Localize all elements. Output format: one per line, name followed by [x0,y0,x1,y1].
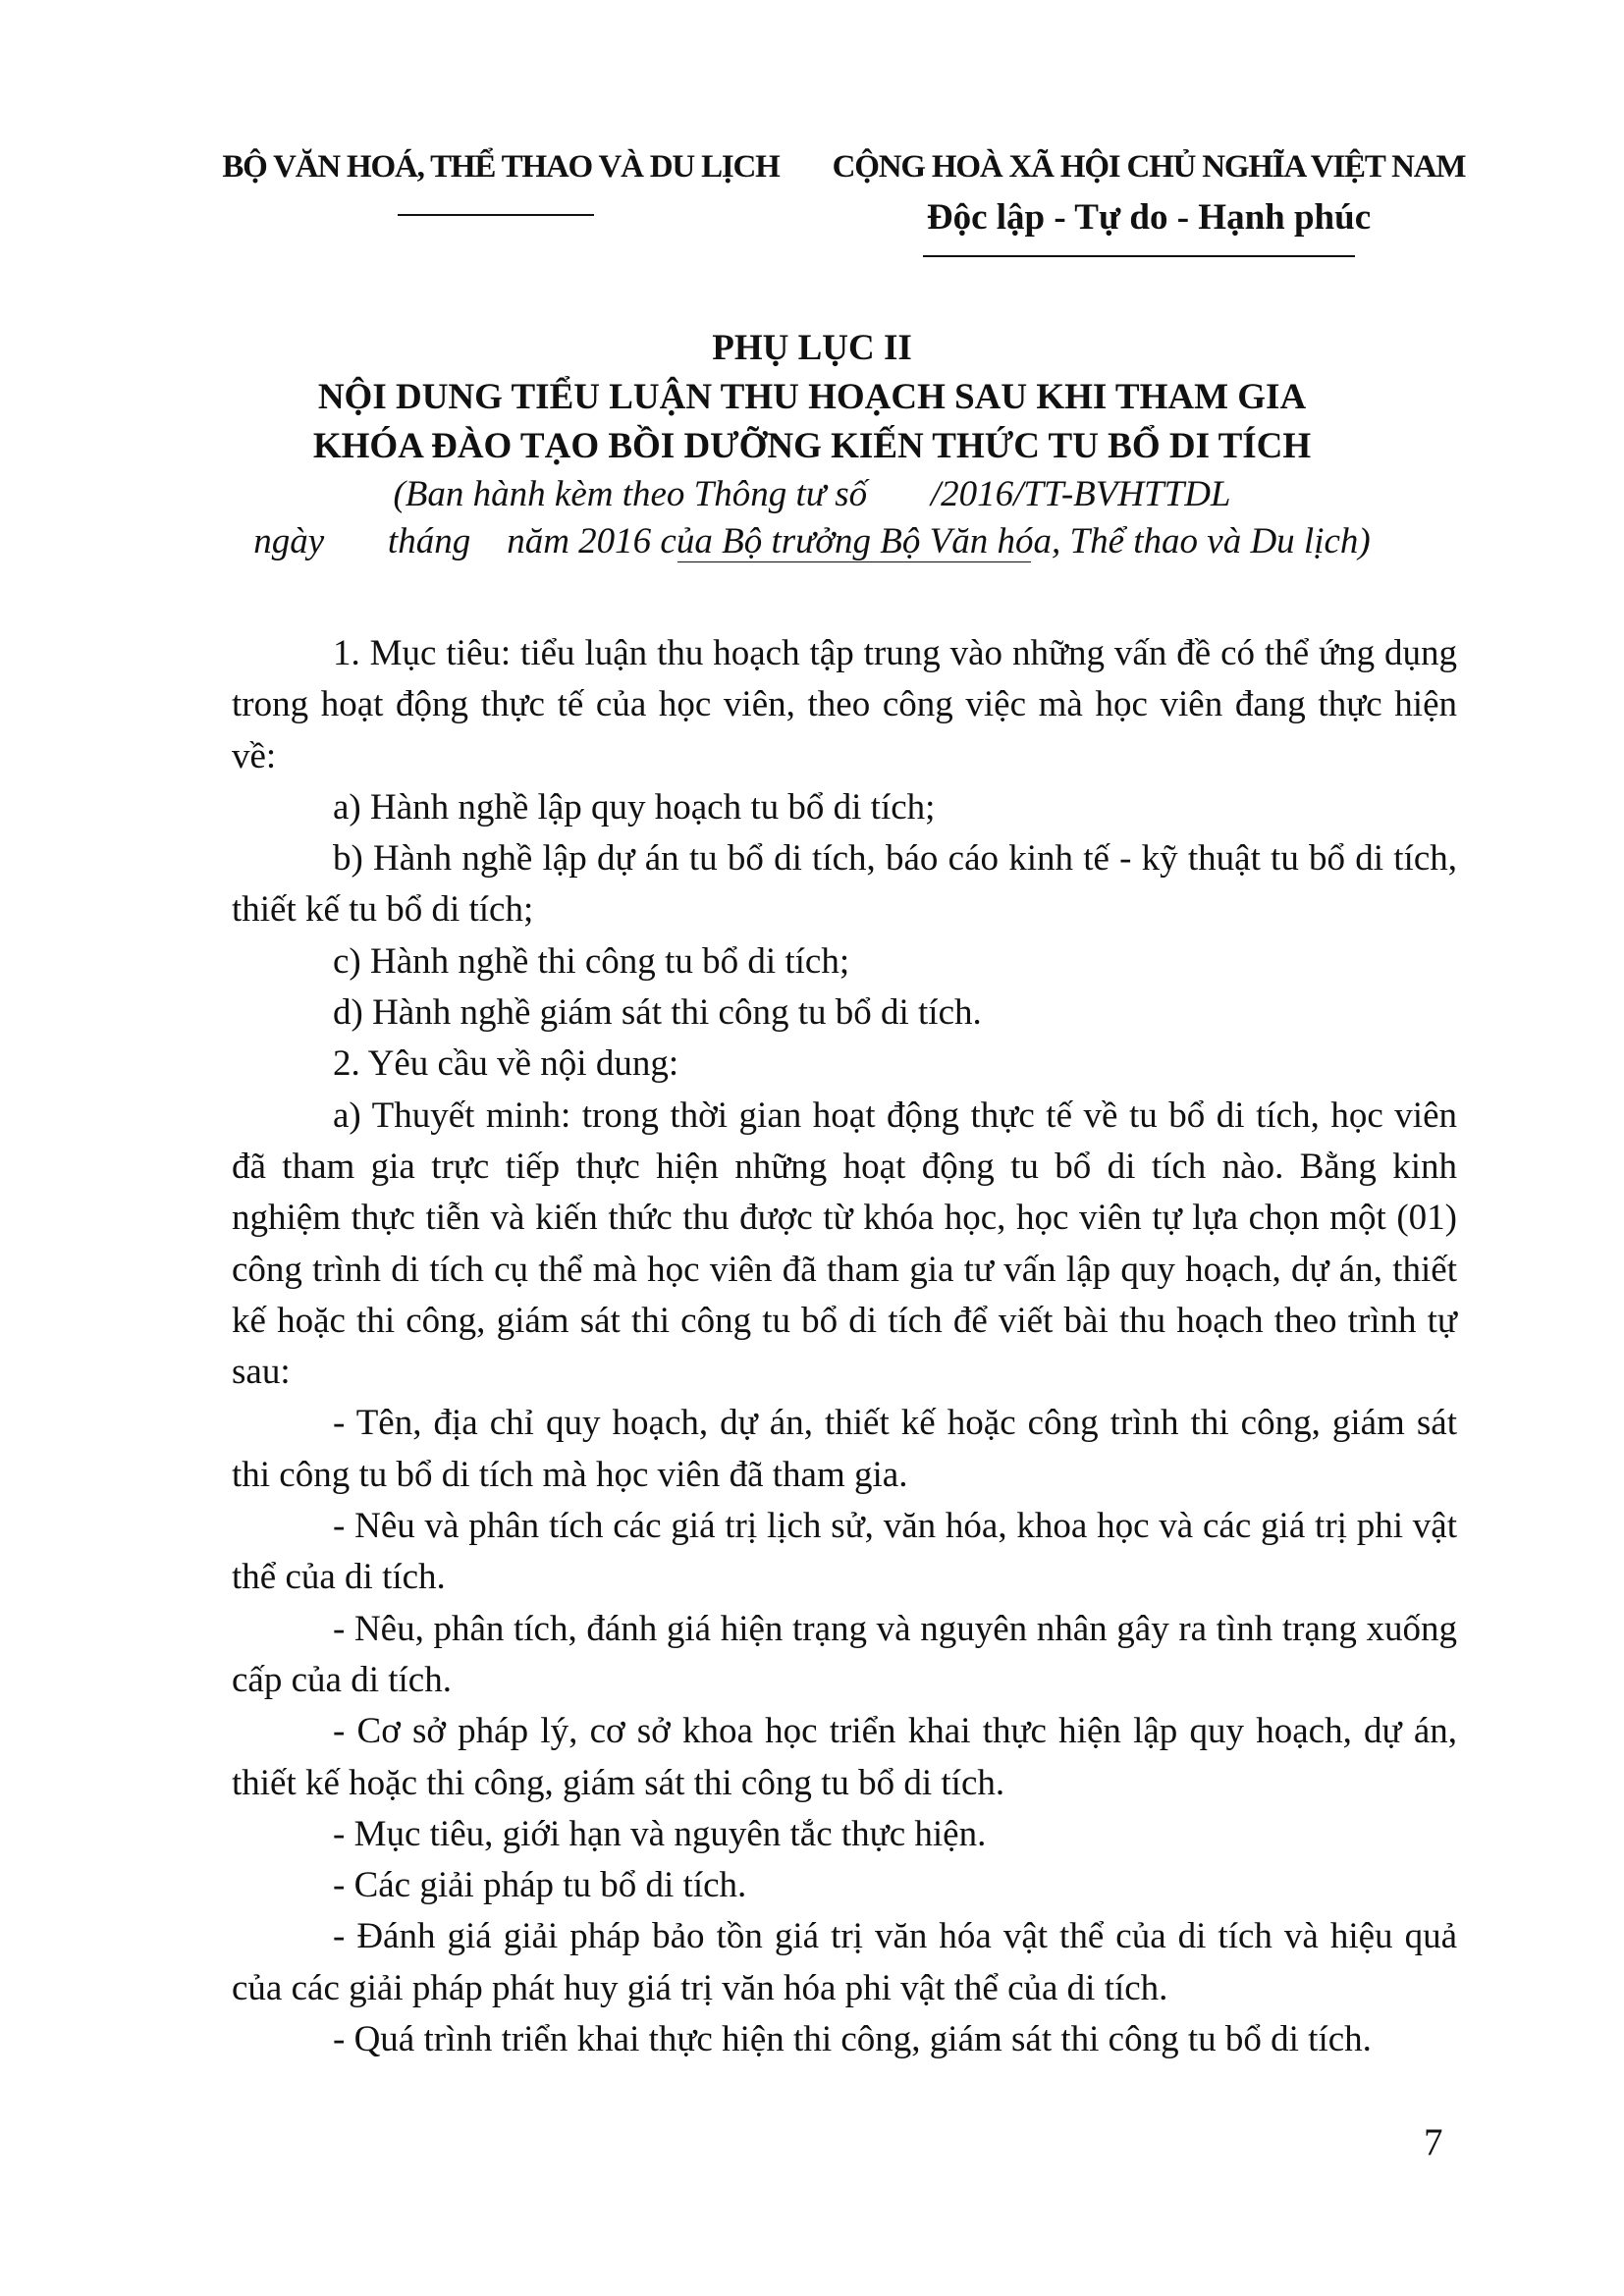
republic-name: CỘNG HOÀ XÃ HỘI CHỦ NGHĨA VIỆT NAM [832,149,1466,185]
list-item-a: a) Hành nghề lập quy hoạch tu bổ di tích; [333,786,936,828]
title-line-2: KHÓA ĐÀO TẠO BỒI DƯỠNG KIẾN THỨC TU BỔ DI TÍCH [312,426,1312,466]
motto-underline [923,255,1355,257]
title-line-1: NỘI DUNG TIỂU LUẬN THU HOẠCH SAU KHI THAM GIA [317,377,1307,417]
paragraph-requirements: 2. Yêu cầu về nội dung: [333,1043,679,1085]
bullet-solutions: - Các giải pháp tu bổ di tích. [333,1865,747,1906]
issued-note-line-1: (Ban hành kèm theo Thông tư số /2016/TT-BVHTTDL [393,474,1231,514]
bullet-evaluation: - Đánh giá giải pháp bảo tồn giá trị văn hóa vật thể của di tích và hiệu quả của các giải pháp phát huy giá trị văn hóa phi vật thể của di tích. [232,1916,1457,2008]
issued-note-line-2: ngày tháng năm 2016 của Bộ trưởng Bộ Văn hóa, Thể thao và Du lịch) [253,521,1371,561]
ministry-name: BỘ VĂN HOÁ, THỂ THAO VÀ DU LỊCH [222,149,780,185]
paragraph-objective: 1. Mục tiêu: tiểu luận thu hoạch tập trung vào những vấn đề có thể ứng dụng trong hoạt động thực tế của học viên, theo công việc mà học viên đang thực hiện về: [232,633,1457,776]
bullet-implementation: - Quá trình triển khai thực hiện thi công, giám sát thi công tu bổ di tích. [333,2019,1372,2060]
paragraph-explanation: a) Thuyết minh: trong thời gian hoạt động thực tế về tu bổ di tích, học viên đã tham gia trực tiếp thực hiện những hoạt động tu bổ di tích nào. Bằng kinh nghiệm thực tiễn và kiến thức thu được từ khóa học, học viên tự lựa chọn một (01) công trình di tích cụ thể mà học viên đã tham gia tư vấn lập quy hoạch, dự án, thiết kế hoặc thi công, giám sát thi công tu bổ di tích để viết bài thu hoạch theo trình tự sau: [232,1095,1457,1393]
list-item-d: d) Hành nghề giám sát thi công tu bổ di tích. [333,992,982,1034]
appendix-title: PHỤ LỤC II [712,328,912,368]
title-underline [677,561,1031,562]
bullet-condition: - Nêu, phân tích, đánh giá hiện trạng và nguyên nhân gây ra tình trạng xuống cấp của di tích. [232,1608,1457,1700]
bullet-name-address: - Tên, địa chỉ quy hoạch, dự án, thiết kế hoặc công trình thi công, giám sát thi công tu bổ di tích mà học viên đã tham gia. [232,1403,1457,1495]
page-number: 7 [1424,2121,1443,2163]
ministry-underline [398,214,594,216]
document-body [232,628,1457,2065]
title-block [196,324,1428,565]
bullet-values: - Nêu và phân tích các giá trị lịch sử, văn hóa, khoa học và các giá trị phi vật thể của di tích. [232,1506,1457,1598]
bullet-objectives: - Mục tiêu, giới hạn và nguyên tắc thực hiện. [333,1813,987,1854]
bullet-legal-basis: - Cơ sở pháp lý, cơ sở khoa học triển khai thực hiện lập quy hoạch, dự án, thiết kế hoặc thi công, giám sát thi công tu bổ di tích. [232,1711,1457,1803]
national-motto: Độc lập - Tự do - Hạnh phúc [926,197,1372,238]
list-item-b: b) Hành nghề lập dự án tu bổ di tích, báo cáo kinh tế - kỹ thuật tu bổ di tích, thiết kế tu bổ di tích; [232,838,1457,931]
list-item-c: c) Hành nghề thi công tu bổ di tích; [333,940,850,982]
